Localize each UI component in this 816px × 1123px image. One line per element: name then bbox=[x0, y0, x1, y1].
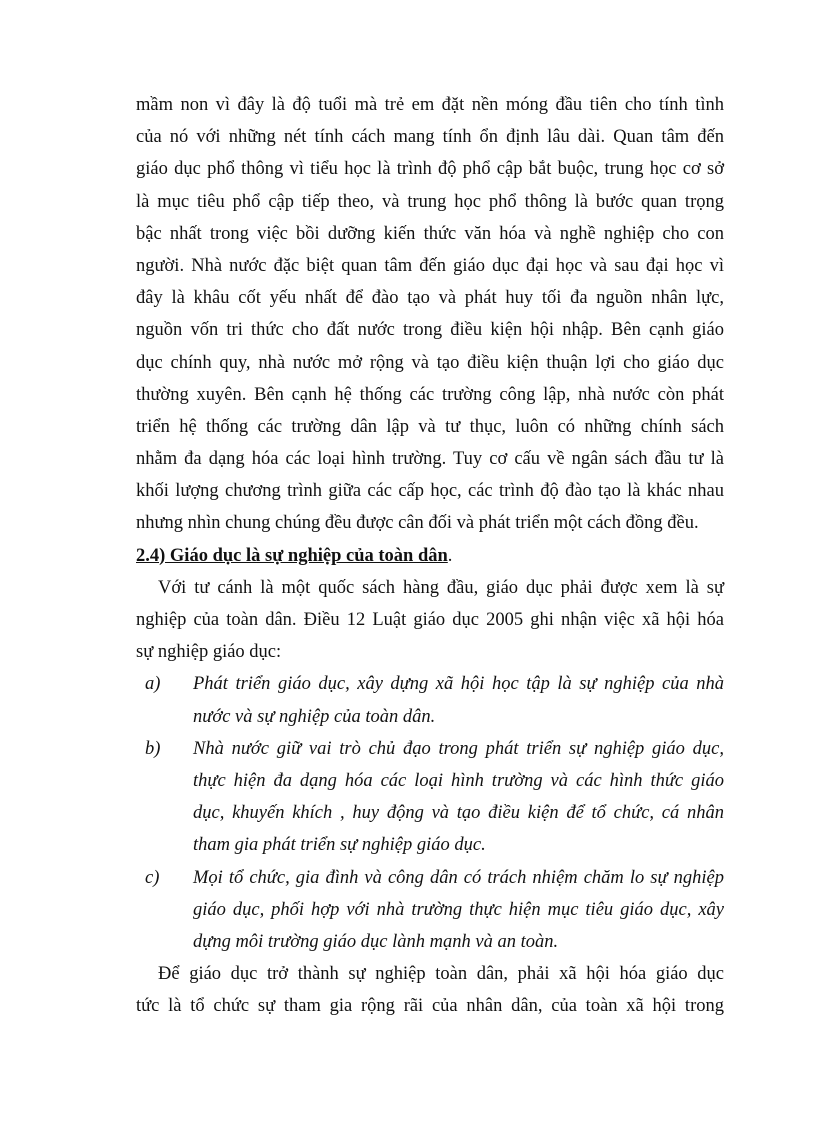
text-line: Với tư cánh là một quốc sách hàng đầu, giáo dục phải được xem là sự bbox=[158, 577, 724, 598]
legal-list bbox=[136, 668, 724, 958]
text-line: bậc nhất trong việc bồi dưỡng kiến thức văn hóa và nghề nghiệp cho con bbox=[136, 223, 724, 244]
text-line: người. Nhà nước đặc biệt quan tâm đến giáo dục đại học và sau đại học vì bbox=[136, 255, 724, 276]
text-line: nguồn vốn tri thức cho đất nước trong điều kiện hội nhập. Bên cạnh giáo bbox=[136, 320, 724, 341]
list-item-b bbox=[145, 733, 724, 862]
list-marker: a) bbox=[145, 674, 161, 695]
text-line: nhằm đa dạng hóa các loại hình trường. Tuy cơ cấu về ngân sách đầu tư là bbox=[136, 449, 724, 470]
text-line: mầm non vì đây là độ tuổi mà trẻ em đặt nền móng đầu tiên cho tính tình bbox=[136, 95, 724, 115]
text-line: dục chính quy, nhà nước mở rộng và tạo điều kiện thuận lợi cho giáo dục bbox=[136, 352, 724, 373]
list-item-line: Nhà nước giữ vai trò chủ đạo trong phát triển sự nghiệp giáo dục, bbox=[193, 738, 724, 759]
list-item-line: dựng môi trường giáo dục lành mạnh và an toàn. bbox=[193, 931, 559, 952]
section-heading-text: 2.4) Giáo dục là sự nghiệp của toàn dân bbox=[136, 545, 448, 566]
list-item-line: tham gia phát triển sự nghiệp giáo dục. bbox=[193, 835, 486, 856]
text-line: khối lượng chương trình giữa các cấp học, các trình độ đào tạo là khác nhau bbox=[136, 481, 724, 502]
intro-paragraph bbox=[136, 89, 724, 540]
text-line: Để giáo dục trở thành sự nghiệp toàn dân, phải xã hội hóa giáo dục bbox=[158, 964, 724, 985]
text-line: là mục tiêu phổ cập tiếp theo, và trung học phổ thông là bước quan trọng bbox=[136, 191, 724, 212]
text-line: giáo dục phổ thông vì tiểu học là trình độ phổ cập bắt buộc, trung học cơ sở bbox=[136, 159, 724, 180]
paragraph-3 bbox=[136, 958, 724, 1022]
list-item-c bbox=[145, 862, 724, 959]
list-item-line: dục, khuyến khích , huy động và tạo điều kiện để tổ chức, cá nhân bbox=[193, 803, 724, 824]
text-line: tức là tổ chức sự tham gia rộng rãi của nhân dân, của toàn xã hội trong bbox=[136, 996, 724, 1017]
list-item-line: giáo dục, phối hợp với nhà trường thực hiện mục tiêu giáo dục, xây bbox=[193, 899, 724, 920]
section-heading-period: . bbox=[447, 545, 453, 566]
list-item-a bbox=[145, 668, 724, 732]
text-line: thường xuyên. Bên cạnh hệ thống các trường công lập, nhà nước còn phát bbox=[136, 384, 724, 405]
document-body bbox=[136, 89, 724, 1022]
list-marker: b) bbox=[145, 738, 161, 759]
text-line: nghiệp của toàn dân. Điều 12 Luật giáo dục 2005 ghi nhận việc xã hội hóa bbox=[136, 610, 724, 630]
paragraph-2 bbox=[136, 572, 724, 669]
list-item-line: nước và sự nghiệp của toàn dân. bbox=[193, 706, 436, 727]
text-line: triển hệ thống các trường dân lập và tư thục, luôn có những chính sách bbox=[136, 416, 724, 437]
list-marker: c) bbox=[145, 867, 160, 888]
section-heading bbox=[136, 540, 724, 572]
text-line: nhưng nhìn chung chúng đều được cân đối và phát triển một cách đồng đều. bbox=[136, 513, 699, 534]
text-line: đây là khâu cốt yếu nhất để đào tạo và phát huy tối đa nguồn nhân lực, bbox=[136, 288, 724, 309]
text-line: sự nghiệp giáo dục: bbox=[136, 642, 282, 663]
list-item-line: Mọi tổ chức, gia đình và công dân có trách nhiệm chăm lo sự nghiệp bbox=[193, 867, 724, 888]
text-line: của nó với những nét tính cách mang tính ổn định lâu dài. Quan tâm đến bbox=[136, 127, 724, 148]
list-item-line: Phát triển giáo dục, xây dựng xã hội học tập là sự nghiệp của nhà bbox=[193, 674, 724, 695]
list-item-line: thực hiện đa dạng hóa các loại hình trường và các hình thức giáo bbox=[193, 770, 724, 791]
